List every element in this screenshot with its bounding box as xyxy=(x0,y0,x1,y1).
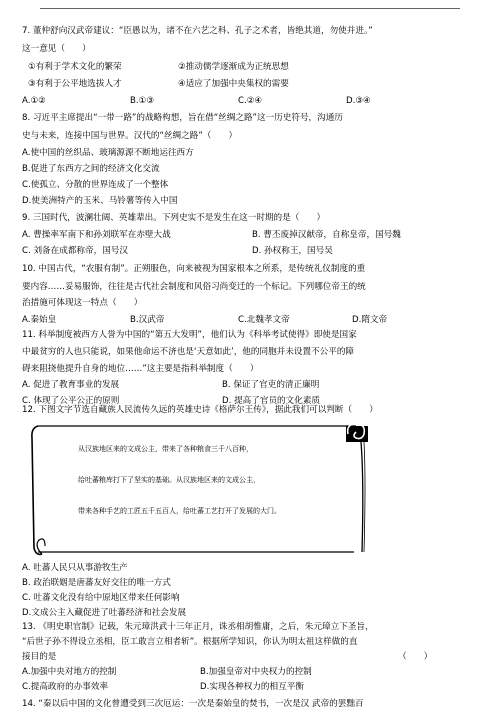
q9-option-a: A. 曹操率军南下和孙刘联军在赤壁大战 xyxy=(22,230,171,240)
q13-answer-paren: （ ） xyxy=(398,652,433,662)
q10-option-b: B.汉武帝 xyxy=(130,315,165,325)
q7-statement-1: ①有利于学术文化的繁荣 xyxy=(28,62,122,72)
q12-option-b: B. 政治联姻是唐蕃友好交往的唯一方式 xyxy=(22,578,171,588)
q9-option-c: C. 刘备在成都称帝，国号汉 xyxy=(22,246,128,256)
scroll-frame xyxy=(28,420,373,560)
q13-option-a: A.加强中央对地方的控制 xyxy=(22,667,117,677)
q7-statement-3: ③有利于公平地选拔人才 xyxy=(28,79,122,89)
q12-option-d: D.文成公主入藏促进了吐蕃经济和社会发展 xyxy=(22,608,187,618)
q9-option-b: B. 曹丕废掉汉献帝，自称皇帝，国号魏 xyxy=(252,230,401,240)
q7-option-a: A.①② xyxy=(22,96,46,106)
q10-stem-line-1: 10. 中国古代，“农服有制”。正朔服色，向来被视为国家根本之所系，是传统礼仪制度的重 xyxy=(22,264,366,274)
q8-option-c: C.使孤立、分散的世界连成了一个整体 xyxy=(22,180,169,190)
scroll-text-line-3: 带来各种手艺的工匠五千五百人，给吐蕃工艺打开了发展的大门。 xyxy=(78,507,281,515)
q7-stem-line-1: 7. 董仲舒向汉武帝建议：“臣愚以为，诸不在六艺之科、孔子之术者，皆绝其道，勿使并进。” xyxy=(22,26,373,36)
q10-option-d: D.隋文帝 xyxy=(352,315,388,325)
q13-stem-line-3: 接目的是 xyxy=(22,652,57,662)
q7-option-c: C.②④ xyxy=(238,96,263,106)
q10-option-c: C.北魏孝文帝 xyxy=(238,315,290,325)
q9-option-d: D. 孙权称王，国号吴 xyxy=(252,246,333,256)
q7-option-d: D.③④ xyxy=(346,96,371,106)
q12-stem: 12. 下图文字节选自藏族人民流传久远的英雄史诗《格萨尔王传》，据此我们可以判断（ ） xyxy=(22,405,378,415)
q11-stem-line-2: 中最贫穷的人也只能说，如果他命运不济也是‘天意如此’，他的同胞并未设置不公平的障 xyxy=(22,347,355,357)
q7-option-b: B.①③ xyxy=(130,96,155,106)
q8-stem-line-1: 8. 习近平主席提出“一带一路”的战略构想，旨在借“丝绸之路”这一历史符号，沟通历 xyxy=(22,113,343,123)
q12-option-a: A. 吐蕃人民只从事游牧生产 xyxy=(22,563,128,573)
q14-stem-line-1: 14. “秦以后中国的文化曾遭受到三次厄运：一次是秦始皇的焚书，一次是汉 武帝的罢黜百 xyxy=(22,699,364,709)
top-rule xyxy=(40,8,460,9)
q7-statement-4: ④适应了加强中央集权的需要 xyxy=(178,79,289,89)
q11-stem-line-1: 11. 科举制度被西方人誉为中国的“第五大发明”，他们认为《科举考试使得》即使是国家 xyxy=(22,330,357,340)
q13-stem-line-1: 13. 《明史职官制》记载，朱元璋洪武十三年正月，诛丞相胡惟庸，之后，朱元璋立下圣旨， xyxy=(22,622,374,632)
q10-option-a: A.秦始皇 xyxy=(22,315,57,325)
q11-option-d: D. 提高了官员的文化素质 xyxy=(222,396,321,406)
q13-option-d: D.实现各种权力的相互平衡 xyxy=(200,682,304,692)
q12-option-c: C. 吐蕃文化没有给中原地区带来任何影响 xyxy=(22,593,180,603)
q13-option-c: C.提高政府的办事效率 xyxy=(22,682,109,692)
q11-option-a: A. 促进了教育事业的发展 xyxy=(22,380,120,390)
q10-stem-line-2: 要内容……妥易服饰，往往是古代社会制度和风俗习尚变迁的一个标记。下列哪位帝王的统 xyxy=(22,282,366,292)
q8-option-a: A.使中国的丝织品、玻璃源源不断地运往西方 xyxy=(22,148,194,158)
q11-option-c: C. 体现了公平公正的原则 xyxy=(22,396,120,406)
q11-option-b: B. 保证了官吏的清正廉明 xyxy=(222,380,320,390)
scroll-text-line-1: 从汉族地区来的文成公主，带来了各种粮食三千八百种， xyxy=(78,445,253,453)
q7-statement-2: ②推动儒学逐渐成为正统思想 xyxy=(178,62,289,72)
scroll-text-line-2: 给吐蕃粮库打下了坚实的基础。从汉族地区来的文成公主， xyxy=(78,476,260,484)
q10-stem-line-3: 治措施可体现这一特点（ ） xyxy=(22,298,143,308)
q13-option-b: B.加强皇帝对中央权力的控制 xyxy=(200,667,312,677)
q8-option-d: D.使美洲特产的玉米、马铃薯等传入中国 xyxy=(22,196,178,206)
q13-stem-line-2: “后世子孙不得设立丞相，臣工敢言立相者斩”。根据所学知识，你认为明太祖这样做的直 xyxy=(22,637,358,647)
q7-stem-line-2: 这一意见（ ） xyxy=(22,44,91,54)
scroll-illustration xyxy=(28,420,373,560)
q8-stem-line-2: 史与未来，连接中国与世界。汉代的“丝绸之路”（ ） xyxy=(22,131,238,141)
q9-stem: 9. 三国时代，波澜壮阔、英雄辈出。下列史实不是发生在这一时期的是（ ） xyxy=(22,213,326,223)
q11-stem-line-3: 碍来阻挠他提升自身的地位……”这主要是指科举制度（ ） xyxy=(22,364,259,374)
q8-option-b: B.促进了东西方之间的经济文化交流 xyxy=(22,164,160,174)
